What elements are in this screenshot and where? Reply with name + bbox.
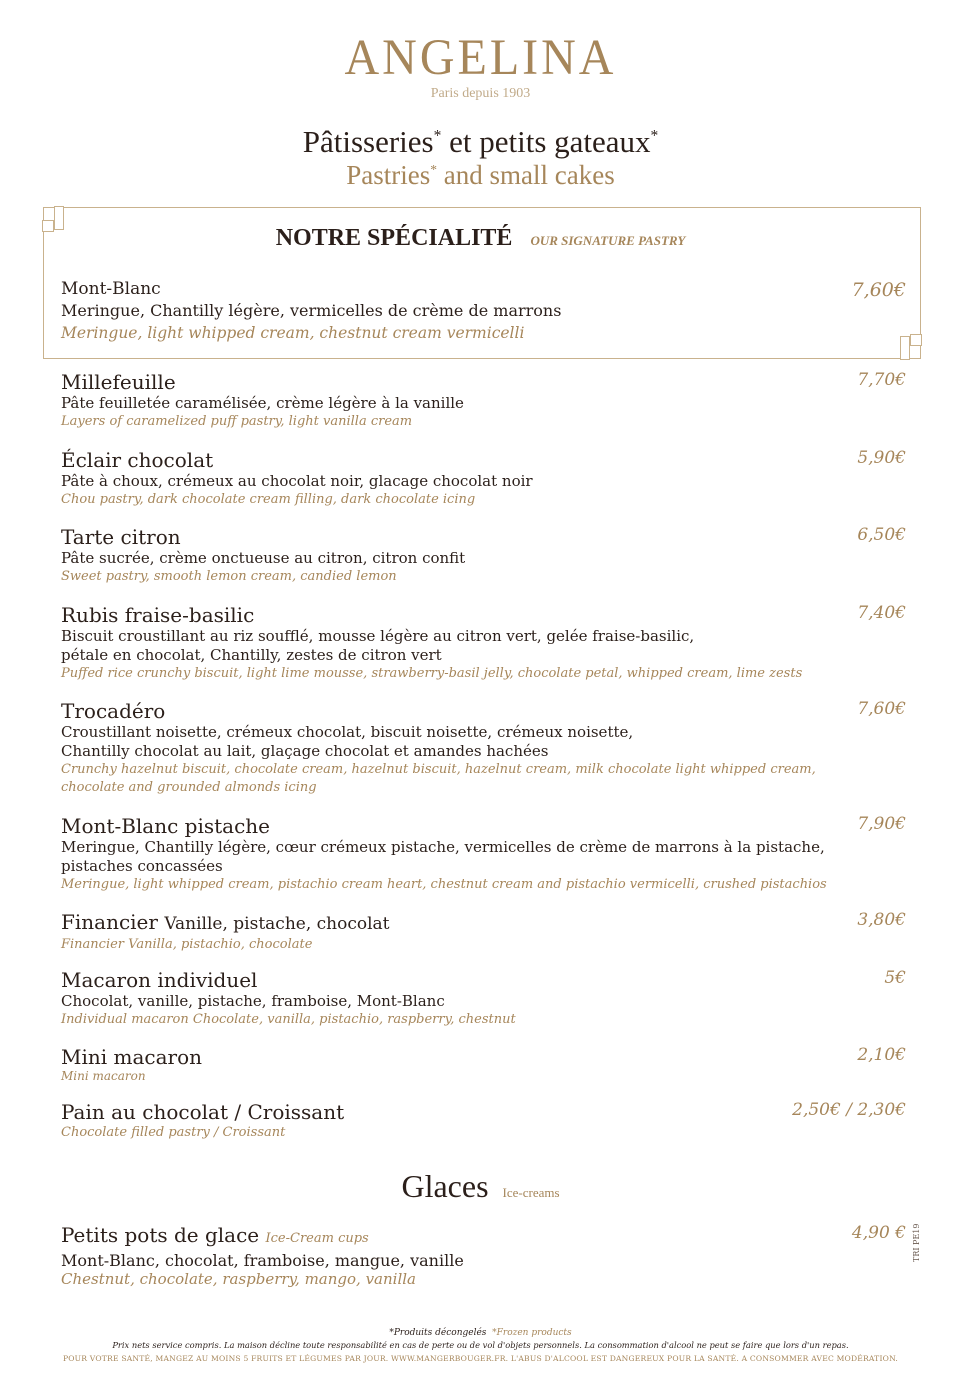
- title-fr-mark-1: *: [433, 127, 442, 145]
- title-en-rest: and small cakes: [437, 160, 615, 190]
- menu-item-petits-pots-de-glace: [61, 1223, 906, 1288]
- item-description-fr: Chocolat, vanille, pistache, framboise, Mont-Blanc: [61, 992, 445, 1010]
- item-description-en: Financier Vanilla, pistachio, chocolate: [61, 937, 313, 952]
- section-title-fr: [0, 124, 961, 160]
- title-en-mark: *: [430, 162, 438, 177]
- menu-item-mini-macaron: [61, 1045, 906, 1084]
- glaces-title-fr: Glaces: [401, 1168, 489, 1204]
- specialty-heading-fr: NOTRE SPÉCIALITÉ: [275, 225, 513, 251]
- footer-legal-notice: Prix nets service compris. La maison décline toute responsabilité en cas de perte ou de vol d'objets personnels. La consommation d'alcool ne peut se faire que lors d'un repas.: [112, 1340, 849, 1350]
- item-name: Millefeuille: [61, 370, 176, 394]
- footer-frozen-en: *Frozen products: [492, 1328, 572, 1338]
- item-description-en: Puffed rice crunchy biscuit, light lime mousse, strawberry-basil jelly, chocolate petal, whipped cream, lime zests: [61, 666, 803, 681]
- item-price: 5,90€: [857, 448, 906, 468]
- item-description-fr-line2: pistaches concassées: [61, 857, 223, 875]
- item-name: Mont-Blanc pistache: [61, 814, 270, 838]
- glaces-section-title: [0, 1168, 961, 1205]
- item-flavors: Vanille, pistache, chocolat: [164, 914, 390, 934]
- item-price: 5€: [884, 968, 906, 988]
- item-description-fr: Pâte sucrée, crème onctueuse au citron, citron confit: [61, 549, 466, 567]
- brand-logo: ANGELINA: [344, 29, 617, 86]
- item-description-en: Individual macaron Chocolate, vanilla, pistachio, raspberry, chestnut: [61, 1012, 516, 1027]
- item-description-en: Mini macaron: [61, 1069, 146, 1083]
- item-description-en: Sweet pastry, smooth lemon cream, candied lemon: [61, 569, 397, 584]
- specialty-heading-en: OUR SIGNATURE PASTRY: [530, 233, 686, 248]
- item-price: 3,80€: [857, 910, 906, 930]
- menu-item-pain-au-chocolat-croissant: [61, 1100, 906, 1142]
- title-fr-rest: et petits gateaux: [441, 124, 651, 159]
- specialty-heading: [0, 225, 961, 252]
- menu-item-macaron-individuel: [61, 968, 906, 1029]
- menu-item-tarte-citron: [61, 525, 906, 586]
- item-name: Macaron individuel: [61, 968, 258, 992]
- item-description-fr: Croustillant noisette, crémeux chocolat, biscuit noisette, crémeux noisette,: [61, 723, 634, 741]
- item-description-en: Layers of caramelized puff pastry, light vanilla cream: [61, 414, 413, 429]
- item-name: Petits pots de glace: [61, 1223, 260, 1247]
- item-price: 7,70€: [857, 370, 906, 390]
- item-description-en: Meringue, light whipped cream, pistachio cream heart, chestnut cream and pistachio vermicelli, crushed pistachios: [61, 877, 827, 892]
- menu-item-trocadero: [61, 699, 906, 797]
- side-reference-code: TRI PE19: [912, 1223, 921, 1262]
- item-description-en: Chocolate filled pastry / Croissant: [61, 1125, 286, 1140]
- title-fr-mark-2: *: [650, 127, 659, 145]
- menu-item-rubis-fraise-basilic: [61, 603, 906, 683]
- item-description-en: Chestnut, chocolate, raspberry, mango, vanilla: [61, 1270, 416, 1288]
- item-price: 2,10€: [857, 1045, 906, 1065]
- glaces-title-en: Ice-creams: [502, 1185, 560, 1200]
- item-price: 4,90 €: [851, 1223, 906, 1243]
- menu-item-millefeuille: [61, 370, 906, 431]
- item-description-en: Meringue, light whipped cream, chestnut cream vermicelli: [61, 324, 525, 342]
- item-description-fr: Biscuit croustillant au riz soufflé, mousse légère au citron vert, gelée fraise-basilic,: [61, 627, 695, 645]
- item-price: 7,40€: [857, 603, 906, 623]
- item-description-fr-line2: pétale en chocolat, Chantilly, zestes de citron vert: [61, 646, 442, 664]
- item-description-fr: Mont-Blanc, chocolat, framboise, mangue, vanille: [61, 1251, 464, 1270]
- item-name-line: [61, 1223, 906, 1251]
- menu-item-mont-blanc-signature: [61, 278, 906, 344]
- item-description-en-line2: chocolate and grounded almonds icing: [61, 780, 317, 795]
- item-description-fr-line2: Chantilly chocolat au lait, glaçage chocolat et amandes hachées: [61, 742, 549, 760]
- item-name: Trocadéro: [61, 699, 166, 723]
- item-description-fr: Meringue, Chantilly légère, vermicelles de crème de marrons: [61, 301, 562, 320]
- item-description-fr: Meringue, Chantilly légère, cœur crémeux pistache, vermicelles de crème de marrons à la pistache,: [61, 838, 825, 856]
- item-price: 2,50€ / 2,30€: [792, 1100, 906, 1120]
- item-price: 7,60€: [851, 279, 906, 301]
- item-name: Mini macaron: [61, 1045, 203, 1069]
- menu-item-eclair-chocolat: [61, 448, 906, 509]
- title-fr-main: Pâtisseries: [302, 124, 434, 159]
- footer-frozen-note: [0, 1327, 961, 1339]
- item-description-fr: Pâte à choux, crémeux au chocolat noir, glacage chocolat noir: [61, 472, 533, 490]
- brand-tagline: Paris depuis 1903: [430, 86, 531, 101]
- frame-corner-bottom-right: [910, 334, 922, 346]
- item-price: 7,60€: [857, 699, 906, 719]
- footer-frozen-fr: *Produits décongelés: [389, 1328, 487, 1338]
- item-description-en: Chou pastry, dark chocolate cream filling, dark chocolate icing: [61, 492, 476, 507]
- item-name: Financier: [61, 910, 158, 934]
- item-name-en: Ice-Cream cups: [265, 1231, 369, 1246]
- menu-item-financier: [61, 910, 906, 954]
- item-price: 6,50€: [857, 525, 906, 545]
- menu-item-mont-blanc-pistache: [61, 814, 906, 894]
- section-title-en: [0, 160, 961, 191]
- item-description-en: Crunchy hazelnut biscuit, chocolate cream, hazelnut biscuit, hazelnut cream, milk chocolate light whipped cream,: [61, 762, 816, 777]
- title-en-main: Pastries: [346, 160, 431, 190]
- item-name: Rubis fraise-basilic: [61, 603, 255, 627]
- item-description-fr: Pâte feuilletée caramélisée, crème légère à la vanille: [61, 394, 464, 412]
- item-name: Pain au chocolat / Croissant: [61, 1100, 345, 1124]
- item-name: Éclair chocolat: [61, 448, 214, 472]
- item-name: Mont-Blanc: [61, 279, 161, 299]
- footer-health-notice: POUR VOTRE SANTÉ, MANGEZ AU MOINS 5 FRUITS ET LÉGUMES PAR JOUR. WWW.MANGERBOUGER.FR. L'ABUS D'ALCOOL EST DANGEREUX POUR LA SANTÉ. A CONSOMMER AVEC MODÉRATION.: [62, 1354, 899, 1363]
- item-price: 7,90€: [857, 814, 906, 834]
- item-name-line: [61, 910, 906, 936]
- item-name: Tarte citron: [61, 525, 181, 549]
